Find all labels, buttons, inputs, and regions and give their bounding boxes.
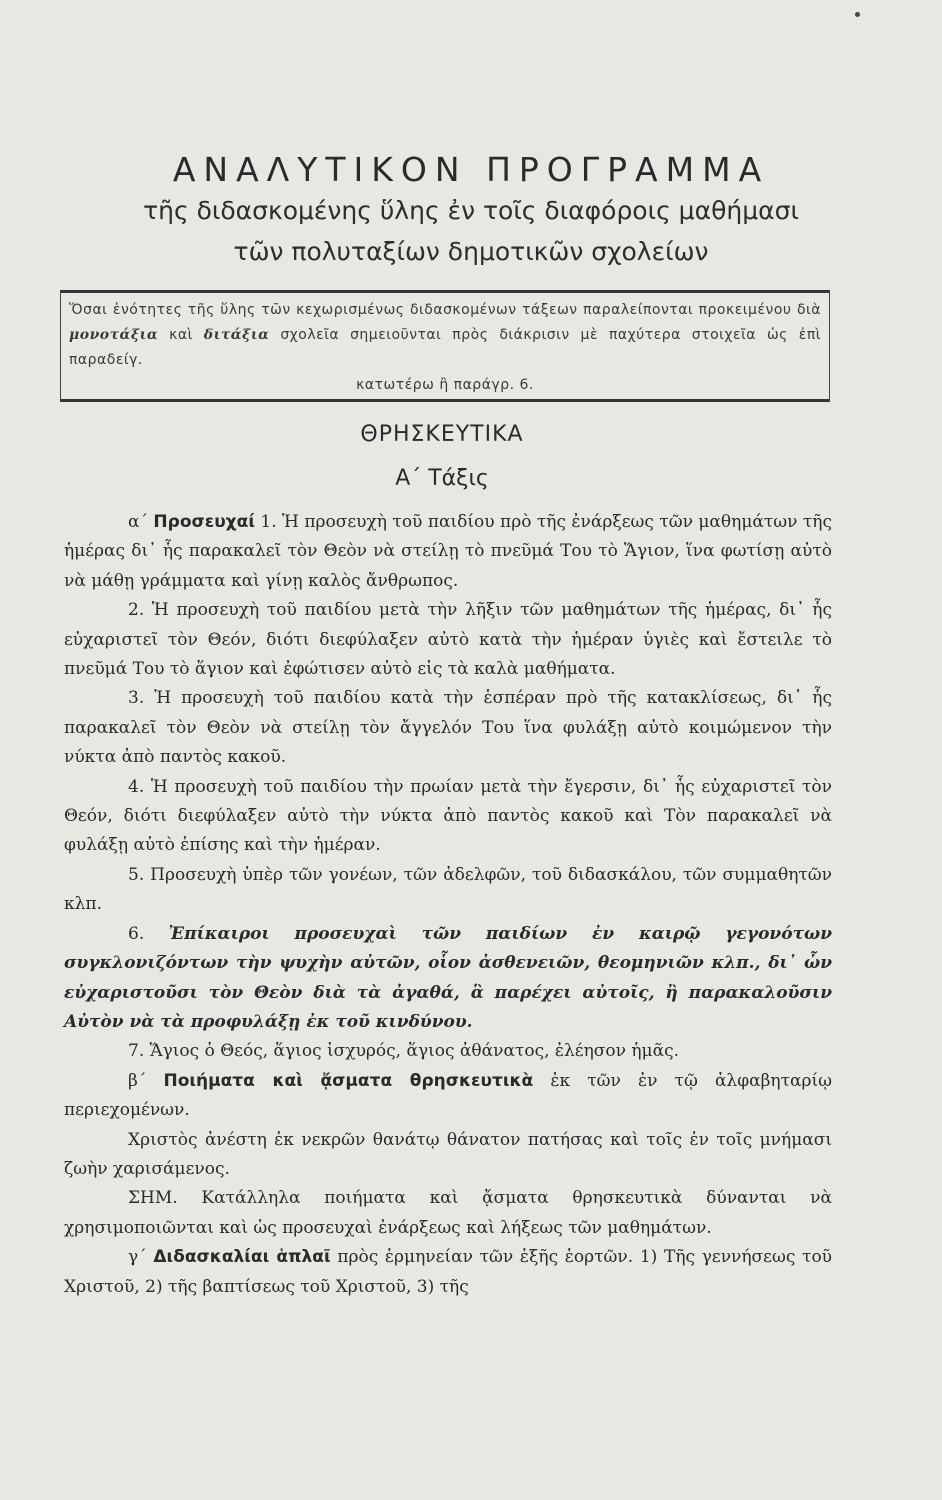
- subtitle-line-1: τῆς διδασκομένης ὕλης ἐν τοῖς διαφόροις μαθήμασι: [143, 196, 799, 225]
- note-emphasis-1: μονοτάξια: [69, 327, 159, 343]
- section-a-paragraph: [64, 508, 832, 596]
- section-b-heading: Ποιήματα καὶ ᾄσματα θρησκευτικὰ: [163, 1070, 534, 1091]
- prayer-3: 3. Ἡ προσευχὴ τοῦ παιδίου κατὰ τὴν ἑσπέραν πρὸ τῆς κατακλίσεως, δι᾽ ἧς παρακαλεῖ τὸν Θεὸν νὰ στείλῃ τὸν ἄγγελόν Του ἵνα φυλάξῃ αὐτὸ κοιμώμενον τὴν νύκτα ἀπὸ παντὸς κακοῦ.: [64, 688, 832, 768]
- prayer-1: 1. Ἡ προσευχὴ τοῦ παιδίου πρὸ τῆς ἐνάρξεως τῶν μαθημάτων τῆς ἡμέρας δι᾽ ἧς παρακαλεῖ τὸν Θεὸν νὰ στείλῃ τὸ πνεῦμά Του τὸ Ἅγιον, ἵνα φωτίσῃ αὐτὸ νὰ μάθῃ γράμματα καὶ γίνῃ καλὸς ἄνθρωπος.: [64, 512, 832, 591]
- section-b-label: β΄: [128, 1070, 147, 1091]
- class-heading: Α΄ Τάξις: [395, 466, 489, 491]
- prayer-4: 4. Ἡ προσευχὴ τοῦ παιδίου τὴν πρωίαν μετὰ τὴν ἔγερσιν, δι᾽ ἧς εὐχαριστεῖ τὸν Θεόν, διότι διεφύλαξεν αὐτὸ τὴν νύκτα ἀπὸ παντὸς κακοῦ καὶ Τὸν παρακαλεῖ νὰ φυλάξῃ αὐτὸ ἐπίσης καὶ τὴν ἡμέραν.: [64, 776, 832, 856]
- section-c-text: πρὸς ἑρμηνείαν τῶν ἑξῆς ἑορτῶν. 1) Τῆς γεννήσεως τοῦ Χριστοῦ, 2) τῆς βαπτίσεως τοῦ Χριστοῦ, 3) τῆς: [64, 1247, 833, 1297]
- prayer-7: 7. Ἅγιος ὁ Θεός, ἅγιος ἰσχυρός, ἅγιος ἀθάνατος, ἐλέησον ἡμᾶς.: [128, 1041, 680, 1062]
- prayer-5: 5. Προσευχὴ ὑπὲρ τῶν γονέων, τῶν ἀδελφῶν, τοῦ διδασκάλου, τῶν συμμαθητῶν κλπ.: [64, 864, 832, 915]
- section-c-label: γ΄: [128, 1247, 147, 1268]
- hymn-text: Χριστὸς ἀνέστη ἐκ νεκρῶν θανάτῳ θάνατον πατήσας καὶ τοῖς ἐν τοῖς μνήμασι ζωὴν χαρισάμενος.: [64, 1129, 832, 1179]
- note-box: [60, 290, 830, 402]
- ink-dot: [855, 12, 860, 17]
- prayer-6-paragraph: [64, 920, 832, 1038]
- section-c-heading: Διδασκαλίαι ἁπλαῖ: [153, 1247, 331, 1268]
- note-emphasis-2: διτάξια: [203, 327, 270, 343]
- section-b-paragraph: [64, 1067, 832, 1126]
- prayer-6-number: 6.: [128, 923, 145, 944]
- prayer-2: 2. Ἡ προσευχὴ τοῦ παιδίου μετὰ τὴν λῆξιν τῶν μαθημάτων τῆς ἡμέρας, δι᾽ ἧς εὐχαριστεῖ τὸν Θεόν, διότι διεφύλαξεν αὐτὸ κατὰ τὴν ἡμέραν ὑγιὲς καὶ ἔστειλε τὸ πνεῦμά Του τὸ ἅγιον καὶ ἐφώτισεν αὐτὸ εἰς τὰ καλὰ μαθήματα.: [64, 600, 832, 680]
- subject-heading: ΘΡΗΣΚΕΥΤΙΚΑ: [360, 422, 524, 447]
- body-text: [64, 508, 832, 1302]
- subtitle-line-2: τῶν πολυταξίων δημοτικῶν σχολείων: [233, 237, 709, 266]
- section-c-paragraph: [64, 1243, 832, 1302]
- note-sim: ΣΗΜ. Κατάλληλα ποιήματα καὶ ᾄσματα θρησκευτικὰ δύνανται νὰ χρησιμοποιῶνται καὶ ὡς προσευχαὶ ἐνάρξεως καὶ λήξεως τῶν μαθημάτων.: [64, 1188, 832, 1238]
- note-conjunction: καὶ: [169, 327, 193, 343]
- section-a-label: α΄: [128, 512, 148, 532]
- prayer-6: Ἐπίκαιροι προσευχαὶ τῶν παιδίων ἐν καιρῷ γεγονότων συγκλονιζόντων τὴν ψυχὴν αὐτῶν, οἷον ἀσθενειῶν, θεομηνιῶν κλπ., δι᾽ ὧν εὐχαριστοῦσι τὸν Θεὸν διὰ τὰ ἀγαθά, ἃ παρέχει αὐτοῖς, ἢ παρακαλοῦσιν Αὐτὸν νὰ τὰ προφυλάξῃ ἐκ τοῦ κινδύνου.: [64, 923, 832, 1032]
- note-last-line: κατωτέρω ἢ παράγρ. 6.: [356, 377, 534, 393]
- section-a-heading: Προσευχαί: [153, 512, 255, 532]
- section-b-text: ἐκ τῶν ἐν τῷ ἀλφαβηταρίῳ περιεχομένων.: [64, 1070, 833, 1121]
- note-text: Ὅσαι ἑνότητες τῆς ὕλης τῶν κεχωρισμένως διδασκομένων τάξεων παραλείπονται προκειμένου διὰ: [69, 302, 821, 318]
- note-text-2: σχολεῖα σημειοῦνται πρὸς διάκρισιν μὲ παχύτερα στοιχεῖα ὡς ἐπὶ παραδείγ.: [69, 327, 822, 368]
- main-title: ΑΝΑΛΥΤΙΚΟΝ ΠΡΟΓΡΑΜΜΑ: [172, 150, 770, 189]
